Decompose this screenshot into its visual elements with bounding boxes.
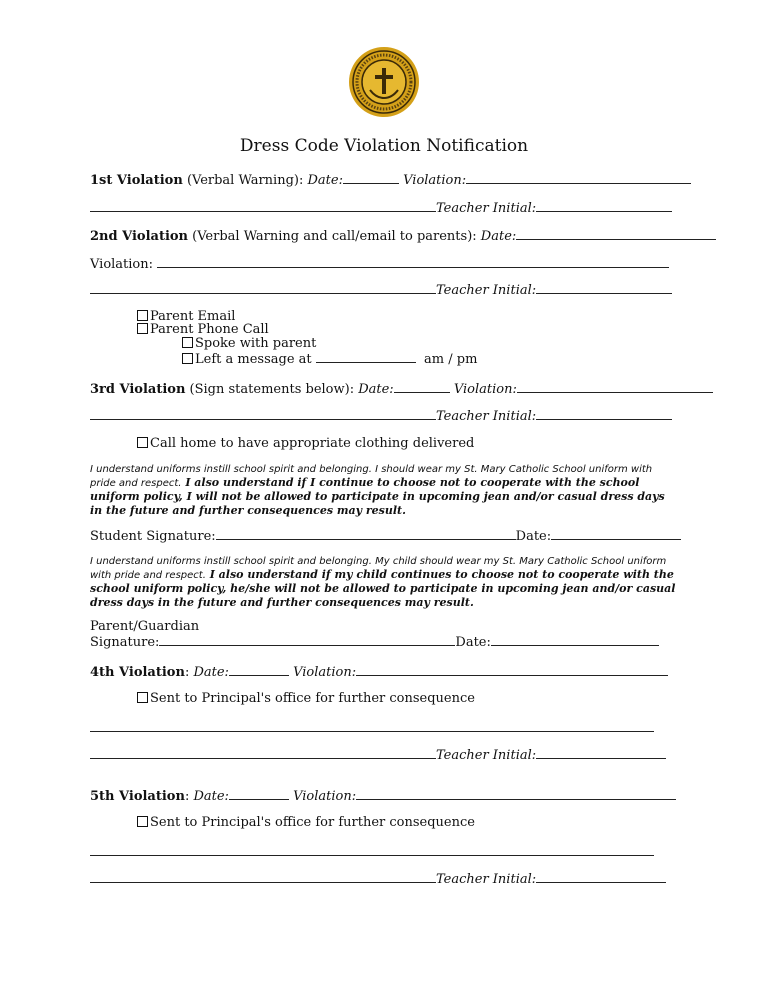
violation-3-row xyxy=(90,380,713,398)
spoke-label: Spoke with parent xyxy=(195,336,317,351)
parent-signature-line[interactable] xyxy=(159,633,455,646)
teacher-initial-label: Teacher Initial: xyxy=(436,409,537,424)
date-line[interactable] xyxy=(229,787,289,800)
date-label: Date: xyxy=(193,665,229,680)
student-signature-line[interactable] xyxy=(216,527,516,540)
parent-phone-label: Parent Phone Call xyxy=(150,322,269,337)
violation-1-heading: 1st Violation xyxy=(90,173,183,188)
notes-line[interactable] xyxy=(90,870,436,883)
principal-checkbox[interactable] xyxy=(137,816,148,827)
violation-line[interactable] xyxy=(466,171,691,184)
parent-email-checkbox[interactable] xyxy=(137,310,148,321)
date-line[interactable] xyxy=(229,663,289,676)
spoke-checkbox[interactable] xyxy=(182,337,193,348)
violation-2-row xyxy=(90,227,716,245)
violation-5-teacher-row xyxy=(90,870,666,888)
violation-1-note: (Verbal Warning): xyxy=(186,173,304,188)
notes-line[interactable] xyxy=(90,719,654,732)
date-label: Date: xyxy=(480,229,517,244)
colon: : xyxy=(184,665,190,680)
violation-3-heading: 3rd Violation xyxy=(90,382,186,397)
notes-line[interactable] xyxy=(90,199,436,212)
violation-line[interactable] xyxy=(356,663,668,676)
violation-label: Violation: xyxy=(293,665,357,680)
violation-1-row xyxy=(90,171,691,189)
parent-statement xyxy=(90,555,678,610)
colon: : xyxy=(184,789,190,804)
notes-line[interactable] xyxy=(90,843,654,856)
principal-option-5[interactable] xyxy=(137,815,475,831)
student-signature-label: Student Signature: xyxy=(90,529,216,544)
date-line[interactable] xyxy=(394,380,450,393)
violation-3-teacher-row xyxy=(90,407,672,425)
left-message-checkbox[interactable] xyxy=(182,353,193,364)
date-label: Date: xyxy=(307,173,343,188)
teacher-initial-line[interactable] xyxy=(536,281,672,294)
violation-line[interactable] xyxy=(356,787,676,800)
violation-5-heading: 5th Violation xyxy=(90,789,185,804)
student-statement xyxy=(90,463,678,518)
principal-label: Sent to Principal's office for further consequence xyxy=(150,691,475,706)
violation-4-teacher-row xyxy=(90,746,666,764)
student-statement-bold: I also understand if I continue to choose not to cooperate with the school uniform policy, I will not be allowed to participate in upcoming jean and/or casual dress days in the future and further consequences may result. xyxy=(90,476,665,517)
violation-4-heading: 4th Violation xyxy=(90,665,185,680)
date-label: Date: xyxy=(455,635,491,650)
teacher-initial-label: Teacher Initial: xyxy=(436,872,537,887)
date-line[interactable] xyxy=(551,527,681,540)
violation-1-teacher-row xyxy=(90,199,672,217)
parent-phone-checkbox[interactable] xyxy=(137,323,148,334)
page-title: Dress Code Violation Notification xyxy=(239,136,529,156)
notes-row xyxy=(90,843,654,861)
parent-statement-bold: I also understand if my child continues to choose not to cooperate with the school uniform policy, he/she will not be allowed to participate in upcoming jean and/or casual dress days in the future and further consequences may result. xyxy=(90,568,676,609)
student-signature-row xyxy=(90,527,681,545)
violation-label: Violation: xyxy=(403,173,467,188)
seal-cross-icon xyxy=(348,46,420,118)
violation-label: Violation: xyxy=(453,382,517,397)
message-time-line[interactable] xyxy=(316,350,416,363)
teacher-initial-label: Teacher Initial: xyxy=(436,201,537,216)
parent-email-label: Parent Email xyxy=(150,309,236,324)
parent-statement-italic: I understand uniforms instill school spirit and belonging. My child should wear my St. Mary Catholic School uniform with pride and respect. xyxy=(90,556,667,581)
violation-3-note: (Sign statements below): xyxy=(189,382,355,397)
violation-2-heading: 2nd Violation xyxy=(90,229,189,244)
principal-option-4[interactable] xyxy=(137,691,475,707)
violation-label: Violation: xyxy=(293,789,357,804)
violation-2-violation-row xyxy=(90,255,669,273)
notes-line[interactable] xyxy=(90,281,436,294)
violation-line[interactable] xyxy=(517,380,713,393)
violation-5-row xyxy=(90,787,676,805)
parent-guardian-label: Parent/Guardian xyxy=(90,619,200,634)
student-statement-italic: I understand uniforms instill school spirit and belonging. I should wear my St. Mary Catholic School uniform with pride and respect. xyxy=(90,464,653,489)
date-label: Date: xyxy=(358,382,394,397)
notes-line[interactable] xyxy=(90,746,436,759)
date-line[interactable] xyxy=(491,633,659,646)
call-home-checkbox[interactable] xyxy=(137,437,148,448)
left-message-label: Left a message at xyxy=(195,352,312,367)
principal-label: Sent to Principal's office for further consequence xyxy=(150,815,475,830)
date-line[interactable] xyxy=(516,227,716,240)
teacher-initial-label: Teacher Initial: xyxy=(436,283,537,298)
notes-line[interactable] xyxy=(90,407,436,420)
am-pm-label: am / pm xyxy=(424,352,478,367)
date-label: Date: xyxy=(193,789,229,804)
parent-signature-label: Signature: xyxy=(90,635,160,650)
teacher-initial-label: Teacher Initial: xyxy=(436,748,537,763)
teacher-initial-line[interactable] xyxy=(536,746,666,759)
violation-4-row xyxy=(90,663,668,681)
violation-2-teacher-row xyxy=(90,281,672,299)
date-label: Date: xyxy=(515,529,552,544)
teacher-initial-line[interactable] xyxy=(536,870,666,883)
violation-2-note: (Verbal Warning and call/email to parents): xyxy=(192,229,477,244)
date-line[interactable] xyxy=(343,171,399,184)
notes-row xyxy=(90,719,654,737)
call-home-label: Call home to have appropriate clothing delivered xyxy=(150,436,475,451)
call-home-option[interactable] xyxy=(137,436,474,452)
principal-checkbox[interactable] xyxy=(137,692,148,703)
teacher-initial-line[interactable] xyxy=(536,199,672,212)
teacher-initial-line[interactable] xyxy=(536,407,672,420)
parent-signature-row xyxy=(90,633,659,651)
violation-label: Violation: xyxy=(90,257,154,272)
left-message-option[interactable] xyxy=(182,350,477,368)
violation-line[interactable] xyxy=(157,255,669,268)
